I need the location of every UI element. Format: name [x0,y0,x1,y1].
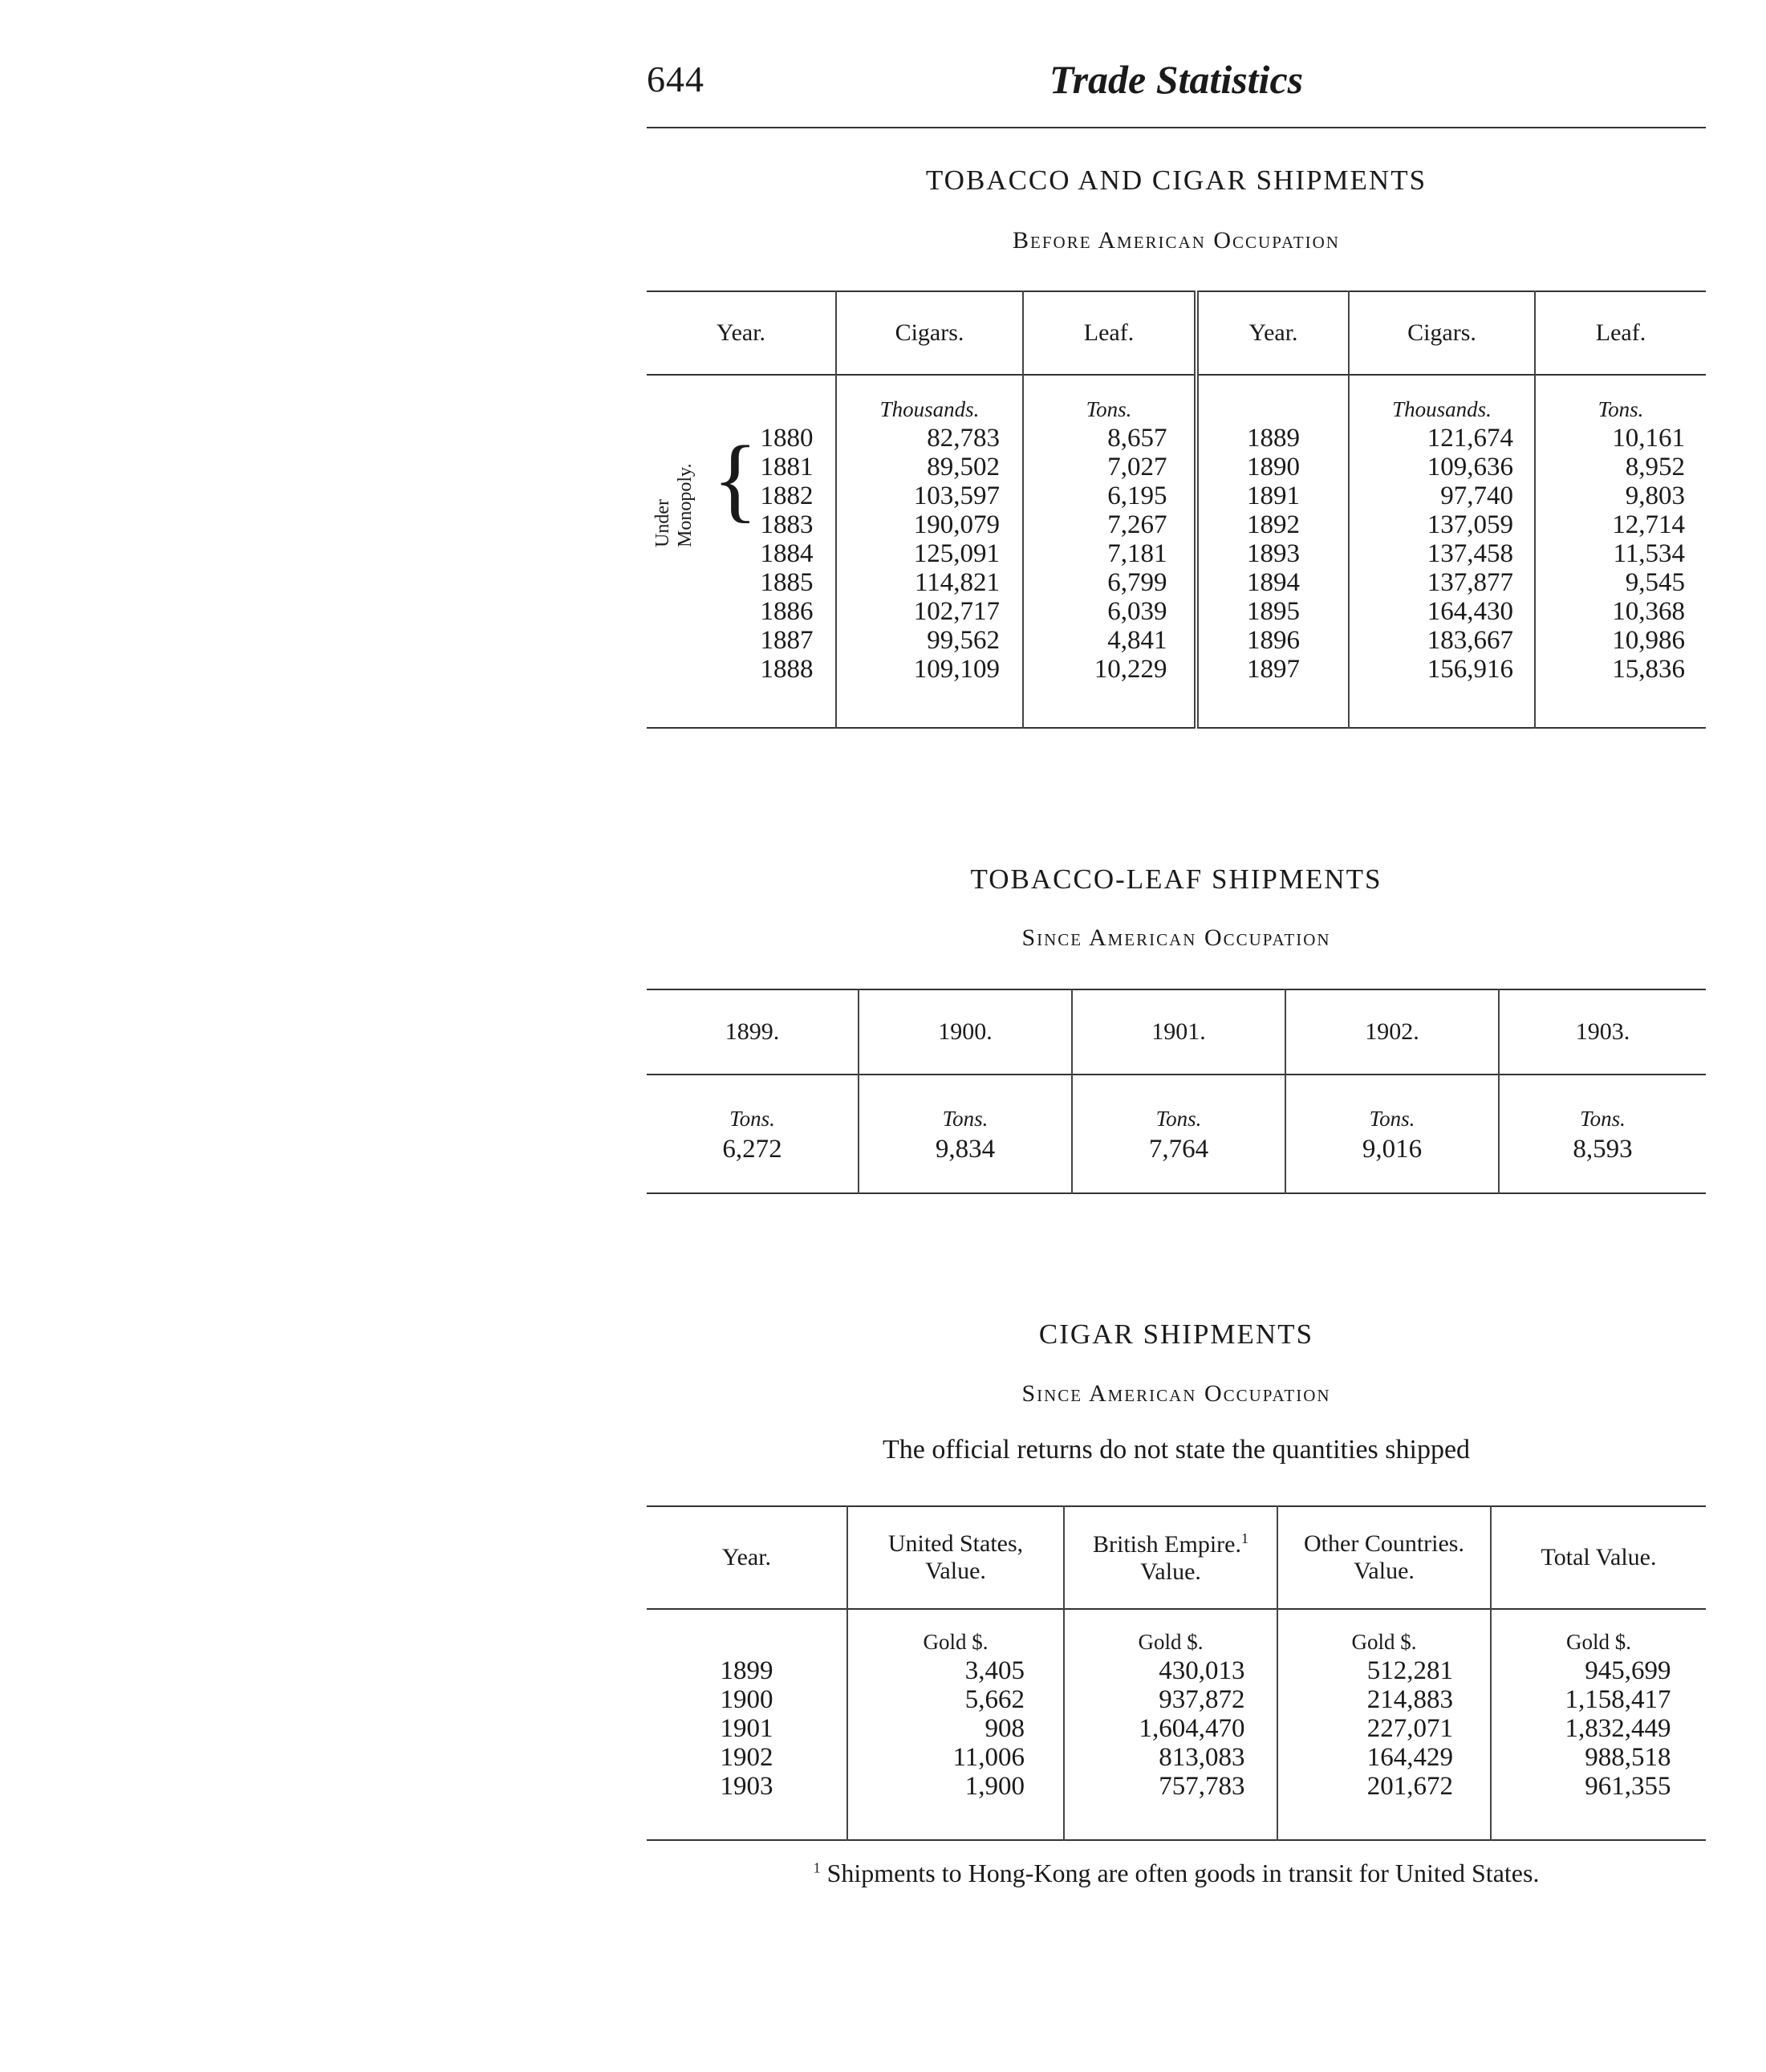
table1-leaf-value: 10,986 [1612,626,1685,655]
table2 [647,989,1706,1194]
table1-leaf-value: 6,039 [1107,597,1167,626]
table1-header-year-2: Year. [1196,291,1349,375]
table3-years-cell [647,1609,847,1840]
table3-be-value: 813,083 [1159,1743,1245,1772]
monopoly-brace: { [712,426,758,531]
table1-leaf-value: 10,368 [1612,597,1685,626]
table1-cigars-value: 102,717 [913,597,1000,626]
table1-year: 1884 [760,539,814,568]
table2-value: 7,764 [1148,1135,1209,1164]
table1-cigars-value: 156,916 [1427,655,1513,684]
table1-leaf-value: 12,714 [1612,510,1685,539]
table2-value: 9,834 [935,1135,996,1164]
footnote-ref: 1 [1240,1530,1248,1546]
table1-cigars-value: 137,458 [1427,539,1513,568]
table2-header-year: 1900. [859,989,1072,1075]
table1-year: 1890 [1247,453,1300,481]
table1-leaf-value: 6,799 [1107,568,1167,597]
table2-value: 9,016 [1362,1135,1423,1164]
table1-cigars-value: 82,783 [927,424,1000,453]
table1-cigars-value: 190,079 [913,510,1000,539]
table1-cigars-value: 114,821 [914,568,1000,597]
table3-us-cell [847,1609,1064,1840]
table3-us-value: 5,662 [964,1685,1025,1714]
table3-us-value: 1,900 [964,1772,1025,1801]
be-header-text: British Empire. [1093,1530,1241,1558]
table1-cigars-value: 97,740 [1440,481,1513,510]
table3-oc-value: 512,281 [1366,1656,1453,1685]
table3-header-british-empire [1064,1506,1277,1609]
table1-year: 1881 [760,453,814,481]
table2-value-cell [1072,1075,1285,1193]
table2-unit: Tons. [1155,1107,1202,1131]
table1-leaf-value: 8,657 [1107,424,1167,453]
table1-header-leaf: Leaf. [1023,291,1196,375]
table1-year: 1880 [760,424,814,453]
table1-leaf-value: 8,952 [1625,453,1685,481]
table1-cigars-value: 103,597 [913,481,1000,510]
table3-header-total: Total Value. [1491,1506,1706,1609]
table2-unit: Tons. [1369,1107,1415,1131]
table1-year: 1883 [760,510,814,539]
table3-year: 1901 [720,1714,773,1743]
table1-leaf-value: 7,267 [1107,510,1167,539]
table2-value-cell [1499,1075,1706,1193]
table3-total-value: 1,158,417 [1565,1685,1671,1714]
table1-cigars-value: 125,091 [913,539,1000,568]
table1-header-cigars: Cigars. [836,291,1023,375]
table1-year: 1897 [1247,655,1300,684]
table3-total-value: 945,699 [1585,1656,1671,1685]
table1-cigars-value: 164,430 [1427,597,1513,626]
table1-year: 1895 [1247,597,1300,626]
be-header-line-2: Value. [1140,1558,1201,1585]
us-header-line-1: United States, [887,1530,1024,1557]
table3-us-value: 3,405 [964,1656,1025,1685]
table1-year: 1886 [760,597,814,626]
table3-subtitle: Since American Occupation [1021,1380,1331,1407]
table1 [647,290,1706,729]
table3-unit-be: Gold $. [1138,1630,1204,1654]
monopoly-label-line-1: Under [652,499,673,547]
table3-header-united-states [847,1506,1064,1609]
table1-unit-thousands: Thousands. [879,397,980,421]
table2-unit: Tons. [942,1107,989,1131]
table3-header-year: Year. [721,1544,772,1570]
table3-total-value: 961,355 [1585,1772,1671,1801]
table1-left-cigars-cell [836,375,1023,728]
table1-year: 1892 [1247,510,1300,539]
table1-title: TOBACCO AND CIGAR SHIPMENTS [925,165,1427,196]
table2-subtitle: Since American Occupation [1021,924,1331,951]
table1-header-cigars-2: Cigars. [1349,291,1535,375]
table1-unit-thousands-2: Thousands. [1392,397,1492,421]
table1-left-leaf-cell [1023,375,1196,728]
table3-oc-value: 227,071 [1366,1714,1453,1743]
table1-year: 1893 [1247,539,1300,568]
table3-title: CIGAR SHIPMENTS [1038,1318,1314,1350]
table1-year: 1885 [760,568,814,597]
table1-cigars-value: 137,877 [1427,568,1513,597]
table1-leaf-value: 6,195 [1107,481,1167,510]
table3-year: 1903 [720,1772,773,1801]
table3-unit-us: Gold $. [923,1630,989,1654]
table3-oc-value: 164,429 [1366,1743,1453,1772]
table2-value-cell [647,1075,859,1193]
table1-cigars-value: 137,059 [1427,510,1513,539]
under-monopoly-label [652,464,696,547]
table3-be-value: 757,783 [1159,1772,1245,1801]
footnote-text: Shipments to Hong-Kong are often goods in transit for United States. [826,1859,1540,1887]
table1-cigars-value: 109,636 [1427,453,1513,481]
running-head: Trade Statistics [1049,57,1304,102]
footnote [647,1859,1706,1888]
table3-us-value: 11,006 [952,1743,1025,1772]
table3-oc-value: 214,883 [1366,1685,1453,1714]
table1-header-leaf-2: Leaf. [1535,291,1706,375]
table3-year: 1902 [720,1743,773,1772]
be-header-line-1 [1065,1530,1277,1558]
table1-leaf-value: 11,534 [1613,539,1685,568]
table2-title: TOBACCO-LEAF SHIPMENTS [970,863,1382,895]
table1-year: 1894 [1247,568,1300,597]
table1-year: 1889 [1247,424,1300,453]
table1-leaf-value: 7,181 [1107,539,1167,568]
table2-value: 8,593 [1573,1135,1633,1164]
table2-header-year: 1899. [725,1018,780,1045]
table3-header-other-countries [1277,1506,1491,1609]
table1-unit-tons: Tons. [1086,397,1132,421]
table1-cigars-value: 183,667 [1427,626,1513,655]
table1-right-years-cell [1196,375,1349,728]
monopoly-label-line-2: Monopoly. [675,463,696,547]
table1-year: 1896 [1247,626,1300,655]
table1-subtitle: Before American Occupation [1013,227,1340,254]
table3-oc-cell [1277,1609,1491,1840]
table3-be-value: 430,013 [1159,1656,1245,1685]
table2-header-year: 1902. [1285,989,1499,1075]
table2-header-year: 1903. [1499,989,1706,1075]
table3-unit-total: Gold $. [1566,1630,1631,1654]
table3-total-value: 988,518 [1585,1743,1671,1772]
oc-header-line-1: Other Countries. [1304,1530,1464,1557]
table1-leaf-value: 9,545 [1625,568,1685,597]
table1-cigars-value: 121,674 [1427,424,1513,453]
table3-us-value: 908 [984,1714,1025,1743]
table1-cigars-value: 89,502 [927,453,1000,481]
table2-header-year: 1901. [1072,989,1285,1075]
table1-cigars-value: 109,109 [913,655,1000,684]
table3-total-value: 1,832,449 [1565,1714,1671,1743]
table2-value-cell [1285,1075,1499,1193]
table1-year: 1891 [1247,481,1300,510]
table1-leaf-value: 10,229 [1094,655,1167,684]
table1-year: 1887 [760,626,814,655]
footnote-marker: 1 [813,1859,821,1876]
oc-header-line-2: Value. [1354,1558,1415,1584]
table1-right-cigars-cell [1349,375,1535,728]
table3-note: The official returns do not state the quantities shipped [882,1435,1471,1465]
table2-value-cell [859,1075,1072,1193]
header-rule [647,127,1706,128]
table3-unit-oc: Gold $. [1351,1630,1417,1654]
table3-year: 1900 [720,1685,773,1714]
table1-leaf-value: 10,161 [1612,424,1685,453]
table3-total-cell [1491,1609,1706,1840]
table2-unit: Tons. [729,1107,775,1131]
table3-be-value: 937,872 [1159,1685,1245,1714]
table3-be-value: 1,604,470 [1139,1714,1245,1743]
page-number: 644 [647,59,704,100]
table1-year: 1888 [760,655,814,684]
table2-value: 6,272 [722,1135,782,1164]
table1-cigars-value: 99,562 [927,626,1000,655]
table3 [647,1505,1706,1841]
table1-header-year: Year. [716,319,766,346]
table1-unit-tons-2: Tons. [1598,397,1644,421]
table1-leaf-value: 4,841 [1107,626,1167,655]
us-header-line-2: Value. [925,1558,986,1584]
table3-year: 1899 [720,1656,773,1685]
table1-leaf-value: 7,027 [1107,453,1167,481]
table1-leaf-value: 15,836 [1612,655,1685,684]
table1-right-leaf-cell [1535,375,1706,728]
table3-oc-value: 201,672 [1366,1772,1453,1801]
table1-year: 1882 [760,481,814,510]
table2-unit: Tons. [1580,1107,1626,1131]
table1-leaf-value: 9,803 [1625,481,1685,510]
table3-be-cell [1064,1609,1277,1840]
